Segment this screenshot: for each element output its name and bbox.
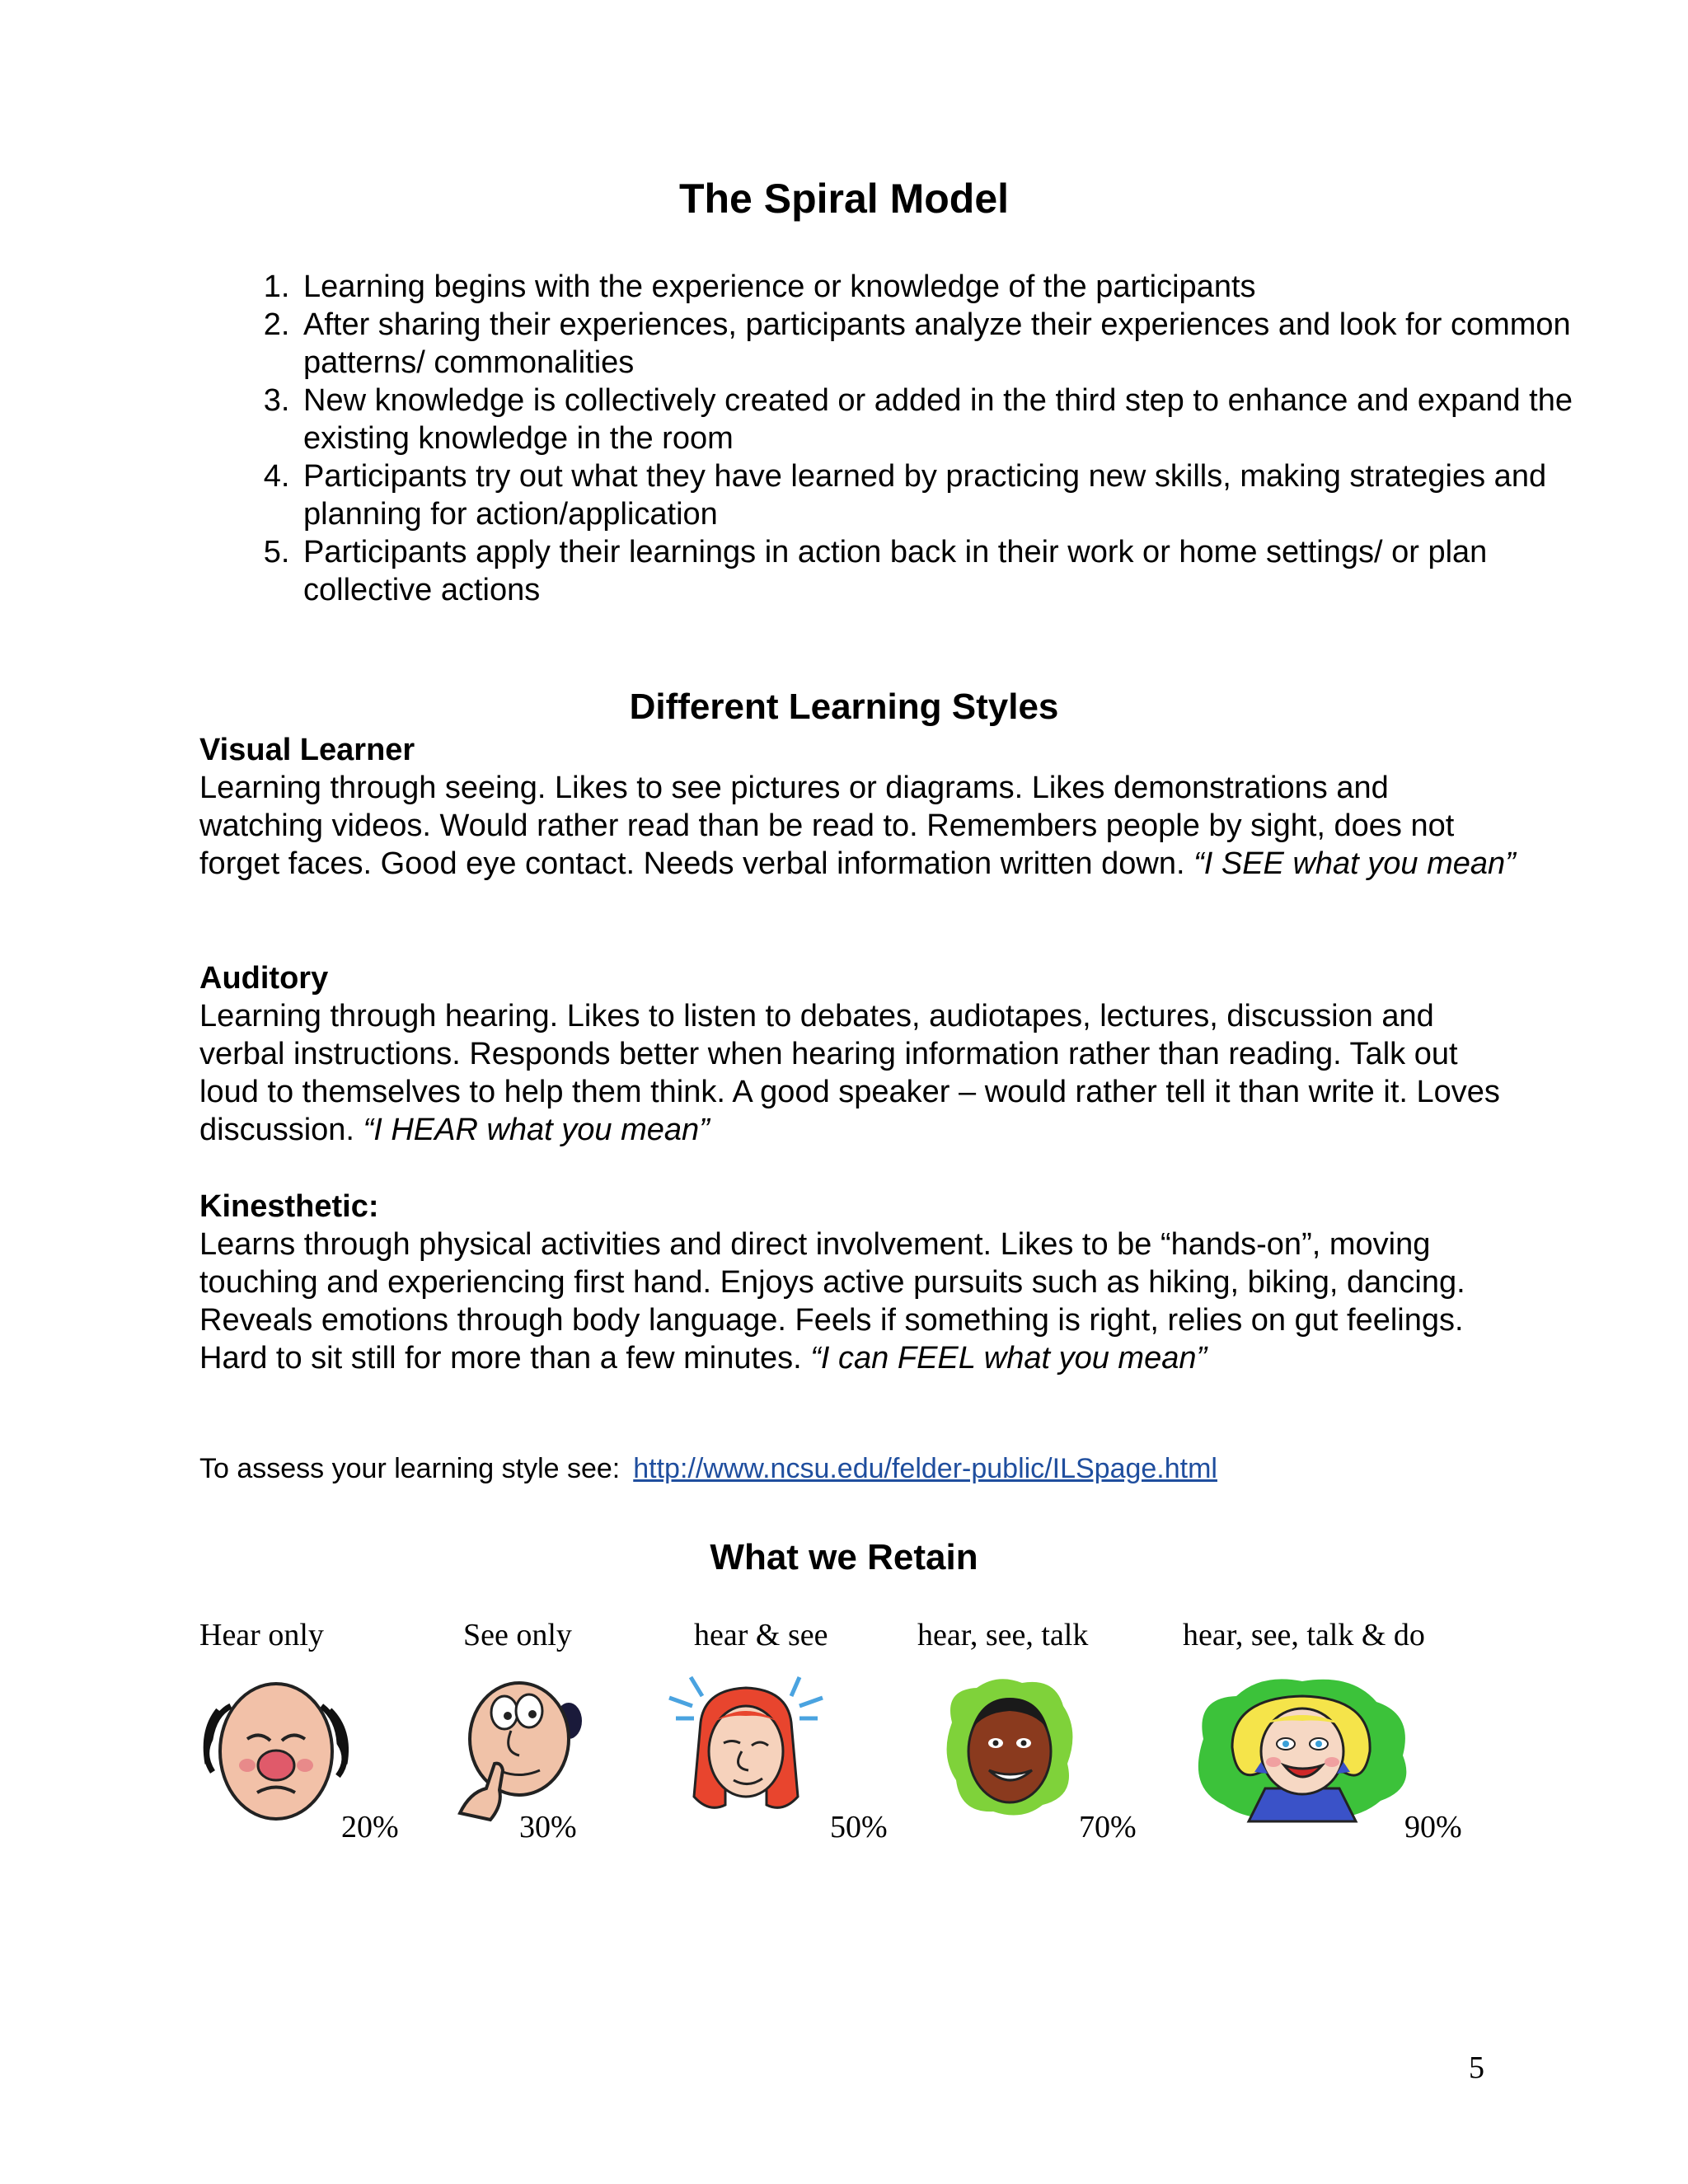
kinesthetic-quote: “I can FEEL what you mean” <box>810 1341 1207 1376</box>
auditory-section <box>199 959 1518 1149</box>
visual-learner-section <box>199 731 1518 883</box>
spiral-step: 3. New knowledge is collectively created or added in the third step to enhance and expand the existing knowledge in the room <box>298 382 1601 457</box>
learning-styles-title: Different Learning Styles <box>629 687 1059 727</box>
retain-percent: 70% <box>1079 1810 1137 1844</box>
auditory-heading: Auditory <box>199 961 329 996</box>
kinesthetic-section <box>199 1188 1518 1377</box>
red-haired-woman-face-icon <box>668 1673 824 1825</box>
sleepy-old-man-face-icon <box>198 1673 354 1825</box>
retain-label: hear & see <box>694 1618 828 1652</box>
thinking-man-face-icon <box>445 1673 585 1825</box>
spiral-step: 1. Learning begins with the experience or knowledge of the participants <box>298 268 1601 306</box>
retain-percent: 50% <box>830 1810 888 1844</box>
spiral-step: 4. Participants try out what they have learned by practicing new skills, making strategies and planning for action/application <box>298 457 1601 533</box>
retain-label: hear, see, talk & do <box>1183 1618 1425 1652</box>
assess-line <box>199 1453 1217 1485</box>
auditory-body: Learning through hearing. Likes to listen to debates, audiotapes, lectures, discussion and verbal instructions. Responds better when hearing information rather than reading. Talk out loud to themselves to help them think. A good speaker – would rather tell it than write it. Loves discussion. <box>199 999 1500 1147</box>
visual-learner-body: Learning through seeing. Likes to see pictures or diagrams. Likes demonstrations and watching videos. Would rather read than be read to. Remembers people by sight, does not forget faces. Good eye contact. Needs verbal information written down. <box>199 771 1455 881</box>
spiral-model-title: The Spiral Model <box>678 176 1010 222</box>
spiral-step: 5. Participants apply their learnings in action back in their work or home settings/ or plan collective actions <box>298 533 1601 609</box>
visual-learner-heading: Visual Learner <box>199 733 415 767</box>
retain-percent: 30% <box>519 1810 577 1844</box>
assess-label: To assess your learning style see: <box>199 1453 621 1484</box>
kinesthetic-body: Learns through physical activities and direct involvement. Likes to be “hands-on”, moving touching and experiencing first hand. Enjoys active pursuits such as hiking, biking, dancing. Reveals emotions through body language. Feels if something is right, relies on gut feelings. Hard to sit still for more than a few minutes. <box>199 1227 1465 1376</box>
retain-percent: 90% <box>1404 1810 1462 1844</box>
what-we-retain-title: What we Retain <box>710 1537 978 1577</box>
kinesthetic-heading: Kinesthetic: <box>199 1189 379 1224</box>
spiral-steps-list <box>199 268 1601 609</box>
excited-blonde-woman-face-icon <box>1187 1673 1418 1825</box>
spiral-step: 2. After sharing their experiences, participants analyze their experiences and look for common patterns/ commonalities <box>298 306 1601 382</box>
retain-percent: 20% <box>341 1810 399 1844</box>
retain-label: See only <box>463 1618 572 1652</box>
page-number: 5 <box>1469 2050 1484 2085</box>
visual-learner-quote: “I SEE what you mean” <box>1193 846 1516 881</box>
auditory-quote: “I HEAR what you mean” <box>363 1113 710 1147</box>
retain-label: Hear only <box>199 1618 324 1652</box>
smiling-man-face-icon <box>940 1673 1080 1825</box>
assess-link[interactable]: http://www.ncsu.edu/felder-public/ILSpage.html <box>633 1453 1217 1484</box>
retain-label: hear, see, talk <box>917 1618 1089 1652</box>
